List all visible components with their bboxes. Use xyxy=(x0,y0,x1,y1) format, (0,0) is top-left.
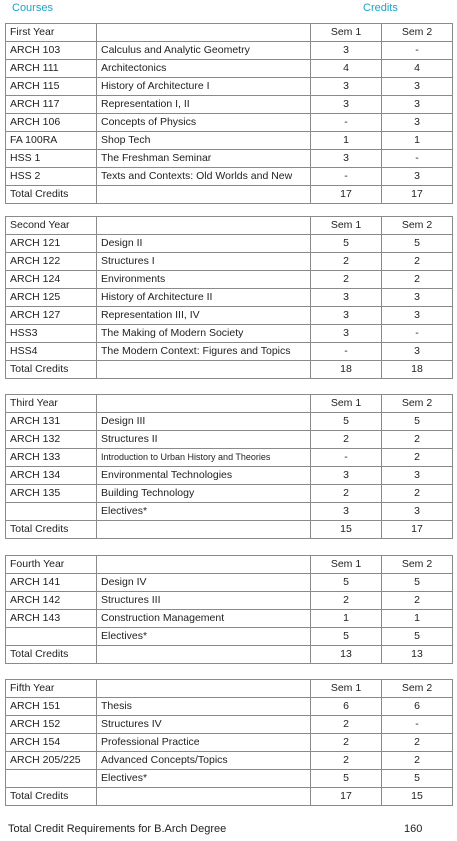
sem1-credits: 3 xyxy=(311,307,382,325)
year-title: Second Year xyxy=(6,217,97,235)
course-title: Architectonics xyxy=(97,60,311,78)
credits-heading: Credits xyxy=(363,2,398,14)
table-row xyxy=(6,752,453,770)
course-code xyxy=(6,770,97,788)
table-row xyxy=(6,307,453,325)
total-requirements-value: 160 xyxy=(404,823,423,835)
course-code: ARCH 121 xyxy=(6,235,97,253)
blank-cell xyxy=(97,186,311,204)
course-code: ARCH 127 xyxy=(6,307,97,325)
course-code xyxy=(6,628,97,646)
third-year-table xyxy=(5,394,453,539)
course-title: Structures II xyxy=(97,431,311,449)
year-title: Third Year xyxy=(6,395,97,413)
sem2-credits: 5 xyxy=(382,770,453,788)
total-sem1: 13 xyxy=(311,646,382,664)
table-header-row xyxy=(6,24,453,42)
total-sem1: 17 xyxy=(311,788,382,806)
sem2-credits: 4 xyxy=(382,60,453,78)
course-code: FA 100RA xyxy=(6,132,97,150)
sem2-credits: - xyxy=(382,325,453,343)
sem1-credits: 3 xyxy=(311,467,382,485)
sem2-credits: 3 xyxy=(382,96,453,114)
sem2-credits: 2 xyxy=(382,449,453,467)
sem2-credits: 1 xyxy=(382,610,453,628)
course-title: Advanced Concepts/Topics xyxy=(97,752,311,770)
table-header-row xyxy=(6,680,453,698)
sem1-credits: 6 xyxy=(311,698,382,716)
table-row xyxy=(6,503,453,521)
course-title: The Freshman Seminar xyxy=(97,150,311,168)
sem1-header: Sem 1 xyxy=(311,395,382,413)
sem1-credits: - xyxy=(311,114,382,132)
sem1-credits: 2 xyxy=(311,716,382,734)
sem1-credits: 3 xyxy=(311,42,382,60)
course-code: ARCH 135 xyxy=(6,485,97,503)
course-code: ARCH 151 xyxy=(6,698,97,716)
table-row xyxy=(6,60,453,78)
course-code: ARCH 133 xyxy=(6,449,97,467)
table-row xyxy=(6,78,453,96)
table-row xyxy=(6,289,453,307)
total-credits-row xyxy=(6,788,453,806)
courses-heading: Courses xyxy=(12,2,53,14)
sem1-credits: 2 xyxy=(311,752,382,770)
sem2-credits: 2 xyxy=(382,734,453,752)
sem1-credits: 2 xyxy=(311,592,382,610)
sem2-credits: 3 xyxy=(382,114,453,132)
sem2-header: Sem 2 xyxy=(382,217,453,235)
blank-cell xyxy=(97,24,311,42)
table-row xyxy=(6,574,453,592)
sem1-credits: 3 xyxy=(311,325,382,343)
total-credits-row xyxy=(6,186,453,204)
table-header-row xyxy=(6,556,453,574)
course-title: Structures I xyxy=(97,253,311,271)
sem2-credits: - xyxy=(382,150,453,168)
course-code: ARCH 134 xyxy=(6,467,97,485)
course-code: ARCH 205/225 xyxy=(6,752,97,770)
sem2-credits: 3 xyxy=(382,307,453,325)
first-year-table xyxy=(5,23,453,204)
total-credits-label: Total Credits xyxy=(6,646,97,664)
total-credits-label: Total Credits xyxy=(6,361,97,379)
course-code: ARCH 154 xyxy=(6,734,97,752)
sem1-header: Sem 1 xyxy=(311,556,382,574)
table-row xyxy=(6,449,453,467)
total-sem1: 15 xyxy=(311,521,382,539)
sem2-credits: 2 xyxy=(382,592,453,610)
course-code: ARCH 131 xyxy=(6,413,97,431)
course-title: Representation I, II xyxy=(97,96,311,114)
sem2-credits: 5 xyxy=(382,235,453,253)
table-row xyxy=(6,253,453,271)
table-row xyxy=(6,716,453,734)
table-row xyxy=(6,42,453,60)
second-year-table xyxy=(5,216,453,379)
sem2-credits: - xyxy=(382,716,453,734)
sem1-header: Sem 1 xyxy=(311,217,382,235)
sem2-credits: 3 xyxy=(382,503,453,521)
sem1-credits: 5 xyxy=(311,574,382,592)
course-code: HSS 1 xyxy=(6,150,97,168)
total-sem2: 17 xyxy=(382,521,453,539)
course-title: History of Architecture II xyxy=(97,289,311,307)
course-title: Design II xyxy=(97,235,311,253)
course-code: ARCH 125 xyxy=(6,289,97,307)
fifth-year-table xyxy=(5,679,453,806)
sem2-credits: 5 xyxy=(382,413,453,431)
sem2-credits: 5 xyxy=(382,628,453,646)
course-title: Representation III, IV xyxy=(97,307,311,325)
total-sem2: 18 xyxy=(382,361,453,379)
course-title: Shop Tech xyxy=(97,132,311,150)
course-title: Building Technology xyxy=(97,485,311,503)
sem1-credits: 3 xyxy=(311,150,382,168)
sem2-credits: 1 xyxy=(382,132,453,150)
course-code: HSS 2 xyxy=(6,168,97,186)
table-row xyxy=(6,325,453,343)
table-row xyxy=(6,431,453,449)
sem1-credits: 3 xyxy=(311,503,382,521)
sem1-credits: 3 xyxy=(311,289,382,307)
course-code: ARCH 122 xyxy=(6,253,97,271)
course-title: Concepts of Physics xyxy=(97,114,311,132)
table-row xyxy=(6,485,453,503)
course-title: Construction Management xyxy=(97,610,311,628)
course-code: ARCH 103 xyxy=(6,42,97,60)
sem1-credits: 4 xyxy=(311,60,382,78)
table-row xyxy=(6,610,453,628)
table-row xyxy=(6,413,453,431)
sem2-header: Sem 2 xyxy=(382,680,453,698)
sem1-credits: 5 xyxy=(311,770,382,788)
total-credits-row xyxy=(6,521,453,539)
course-title: Introduction to Urban History and Theories xyxy=(97,449,311,467)
total-credits-label: Total Credits xyxy=(6,788,97,806)
course-title: The Making of Modern Society xyxy=(97,325,311,343)
sem2-credits: 2 xyxy=(382,752,453,770)
sem2-header: Sem 2 xyxy=(382,556,453,574)
blank-cell xyxy=(97,395,311,413)
sem1-credits: 5 xyxy=(311,235,382,253)
table-row xyxy=(6,628,453,646)
table-row xyxy=(6,150,453,168)
course-code: ARCH 115 xyxy=(6,78,97,96)
sem2-header: Sem 2 xyxy=(382,24,453,42)
table-row xyxy=(6,343,453,361)
table-row xyxy=(6,114,453,132)
total-credits-label: Total Credits xyxy=(6,521,97,539)
sem1-credits: 3 xyxy=(311,96,382,114)
top-header xyxy=(0,0,457,20)
course-title: Electives* xyxy=(97,628,311,646)
table-row xyxy=(6,271,453,289)
course-title: Thesis xyxy=(97,698,311,716)
sem2-credits: 3 xyxy=(382,78,453,96)
sem1-credits: - xyxy=(311,343,382,361)
fourth-year-table xyxy=(5,555,453,664)
table-row xyxy=(6,168,453,186)
course-code: ARCH 106 xyxy=(6,114,97,132)
table-row xyxy=(6,592,453,610)
sem2-credits: - xyxy=(382,42,453,60)
sem1-credits: 2 xyxy=(311,485,382,503)
table-row xyxy=(6,698,453,716)
table-header-row xyxy=(6,217,453,235)
blank-cell xyxy=(97,521,311,539)
course-code: HSS4 xyxy=(6,343,97,361)
table-row xyxy=(6,734,453,752)
sem1-credits: 2 xyxy=(311,734,382,752)
sem2-header: Sem 2 xyxy=(382,395,453,413)
sem1-header: Sem 1 xyxy=(311,680,382,698)
course-title: Design III xyxy=(97,413,311,431)
sem1-credits: - xyxy=(311,449,382,467)
sem1-credits: 3 xyxy=(311,78,382,96)
sem2-credits: 2 xyxy=(382,431,453,449)
course-title: Environments xyxy=(97,271,311,289)
sem1-credits: - xyxy=(311,168,382,186)
table-row xyxy=(6,96,453,114)
sem2-credits: 3 xyxy=(382,343,453,361)
course-code: ARCH 143 xyxy=(6,610,97,628)
course-title: Professional Practice xyxy=(97,734,311,752)
course-title: Texts and Contexts: Old Worlds and New xyxy=(97,168,311,186)
sem1-credits: 2 xyxy=(311,431,382,449)
total-requirements-label: Total Credit Requirements for B.Arch Degree xyxy=(8,823,227,835)
table-header-row xyxy=(6,395,453,413)
total-credits-row xyxy=(6,361,453,379)
sem2-credits: 2 xyxy=(382,485,453,503)
year-title: Fifth Year xyxy=(6,680,97,698)
sem1-credits: 1 xyxy=(311,132,382,150)
blank-cell xyxy=(97,361,311,379)
course-title: The Modern Context: Figures and Topics xyxy=(97,343,311,361)
sem1-credits: 1 xyxy=(311,610,382,628)
sem2-credits: 3 xyxy=(382,467,453,485)
course-code: HSS3 xyxy=(6,325,97,343)
course-title: Design IV xyxy=(97,574,311,592)
course-title: Calculus and Analytic Geometry xyxy=(97,42,311,60)
sem2-credits: 5 xyxy=(382,574,453,592)
table-row xyxy=(6,235,453,253)
table-row xyxy=(6,467,453,485)
table-row xyxy=(6,770,453,788)
course-code: ARCH 111 xyxy=(6,60,97,78)
course-title: Electives* xyxy=(97,503,311,521)
sem2-credits: 6 xyxy=(382,698,453,716)
blank-cell xyxy=(97,646,311,664)
sem2-credits: 2 xyxy=(382,271,453,289)
sem1-credits: 2 xyxy=(311,253,382,271)
course-title: Structures III xyxy=(97,592,311,610)
total-sem2: 15 xyxy=(382,788,453,806)
sem1-credits: 2 xyxy=(311,271,382,289)
total-sem1: 17 xyxy=(311,186,382,204)
sem2-credits: 2 xyxy=(382,253,453,271)
course-title: History of Architecture I xyxy=(97,78,311,96)
table-row xyxy=(6,132,453,150)
total-sem1: 18 xyxy=(311,361,382,379)
course-code: ARCH 124 xyxy=(6,271,97,289)
sem1-credits: 5 xyxy=(311,413,382,431)
year-title: Fourth Year xyxy=(6,556,97,574)
course-code: ARCH 142 xyxy=(6,592,97,610)
sem2-credits: 3 xyxy=(382,289,453,307)
course-code xyxy=(6,503,97,521)
sem1-credits: 5 xyxy=(311,628,382,646)
course-code: ARCH 141 xyxy=(6,574,97,592)
blank-cell xyxy=(97,680,311,698)
total-sem2: 13 xyxy=(382,646,453,664)
course-title: Environmental Technologies xyxy=(97,467,311,485)
course-title: Electives* xyxy=(97,770,311,788)
course-code: ARCH 132 xyxy=(6,431,97,449)
course-code: ARCH 117 xyxy=(6,96,97,114)
sem2-credits: 3 xyxy=(382,168,453,186)
course-code: ARCH 152 xyxy=(6,716,97,734)
total-sem2: 17 xyxy=(382,186,453,204)
sem1-header: Sem 1 xyxy=(311,24,382,42)
blank-cell xyxy=(97,217,311,235)
course-title: Structures IV xyxy=(97,716,311,734)
total-credits-label: Total Credits xyxy=(6,186,97,204)
blank-cell xyxy=(97,788,311,806)
year-title: First Year xyxy=(6,24,97,42)
total-credits-row xyxy=(6,646,453,664)
blank-cell xyxy=(97,556,311,574)
